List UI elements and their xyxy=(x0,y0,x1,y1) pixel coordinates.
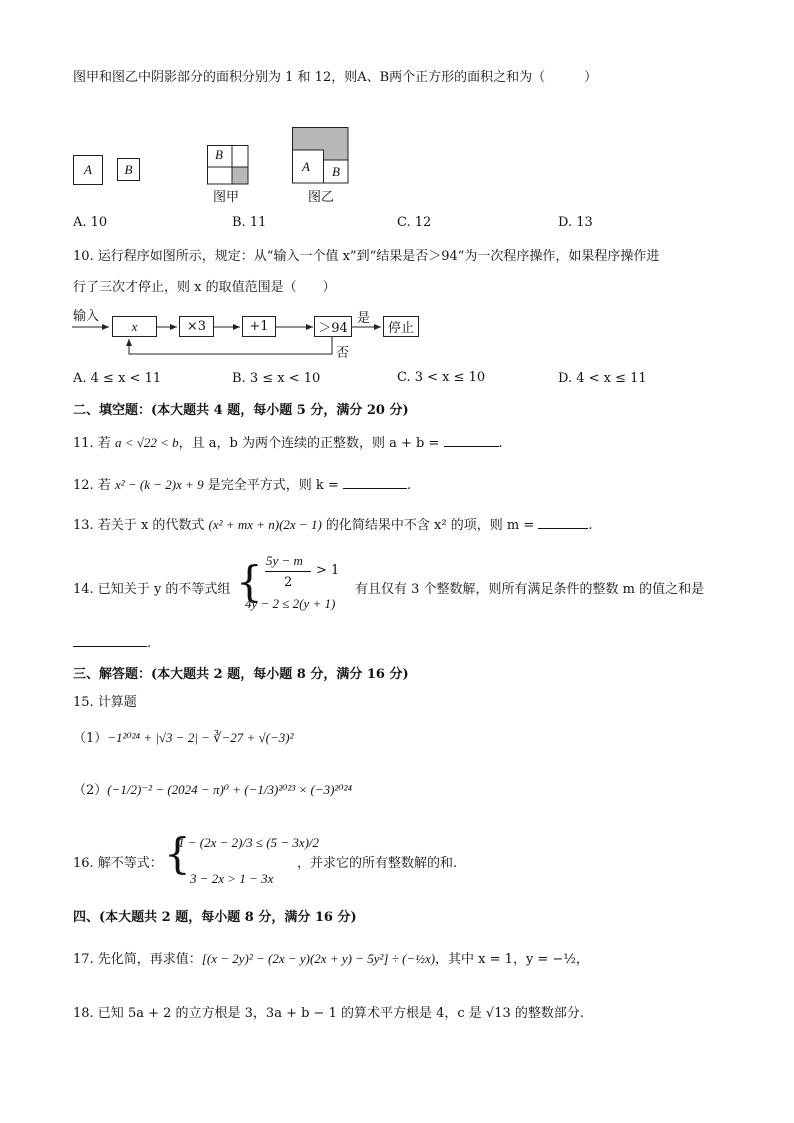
q15-part2 xyxy=(73,779,352,798)
q13 xyxy=(73,514,592,533)
q12 xyxy=(73,474,411,493)
q9-option-a: A. 10 xyxy=(73,215,108,230)
q13-end: . xyxy=(588,518,593,533)
q14-post: 有且仅有 3 个整数解，则所有满足条件的整数 m 的值之和是 xyxy=(355,582,705,597)
q15-1-expr: −1²⁰²⁴ + |√3 − 2| − ∛−27 + √(−3)² xyxy=(107,730,294,745)
q10-line1: 10. 运行程序如图所示，规定：从“输入一个值 x”到“结果是否＞94”为一次程序操作，如果程序操作进 xyxy=(73,249,660,264)
q15-2-label: （2） xyxy=(73,783,108,798)
q12-end: . xyxy=(406,478,412,493)
figure-yi xyxy=(292,127,349,184)
q9-option-b: B. 11 xyxy=(232,215,267,230)
jia-b-label: B xyxy=(215,147,223,162)
q14-answer xyxy=(73,636,151,651)
q13-mid: 的化简结果中不含 x² 的项，则 m = xyxy=(321,518,539,533)
flow-stop-box: 停止 xyxy=(383,316,419,337)
flow-no-label: 否 xyxy=(336,346,350,361)
q11-end: . xyxy=(498,436,503,451)
q14-row2: 4y − 2 ≤ 2(y + 1) xyxy=(245,596,336,611)
q12-math: x² − (k − 2)x + 9 xyxy=(114,477,204,492)
q16-post: ，并求它的所有整数解的和. xyxy=(297,856,458,871)
q16-prefix: 16. 解不等式： xyxy=(73,856,163,871)
q17-post: ，其中 x = 1，y = −½， xyxy=(435,952,589,967)
q18: 18. 已知 5a + 2 的立方根是 3，3a + b − 1 的算术平方根是 4，c 是 √13 的整数部分. xyxy=(73,1006,585,1021)
q10-option-d: D. 4 < x ≤ 11 xyxy=(558,371,647,386)
q13-answer-blank xyxy=(538,518,588,529)
q14-denominator: 2 xyxy=(284,575,293,590)
q10-option-a: A. 4 ≤ x < 11 xyxy=(73,371,162,386)
q11-mid: ，且 a，b 为两个连续的正整数，则 a + b = xyxy=(178,436,444,451)
q11-answer-blank xyxy=(444,436,499,447)
q13-prefix: 13. 若关于 x 的代数式 xyxy=(73,518,209,533)
q17 xyxy=(73,948,589,967)
flow-yes-label: 是 xyxy=(357,311,371,326)
q10-line2: 行了三次才停止，则 x 的取值范围是（ ） xyxy=(73,280,336,295)
q15-title: 15. 计算题 xyxy=(73,695,137,710)
flow-x-box: x xyxy=(112,316,157,337)
flow-plus1-box: +1 xyxy=(242,316,276,337)
yi-a-label: A xyxy=(302,159,310,174)
section-4-heading: 四、(本大题共 2 题，每小题 8 分，满分 16 分) xyxy=(73,910,357,925)
q14-numerator: 5y − m xyxy=(266,553,303,568)
q15-part1 xyxy=(73,727,293,746)
q11-prefix: 11. 若 xyxy=(73,436,115,451)
flow-times3-box: ×3 xyxy=(179,316,214,337)
yi-caption: 图乙 xyxy=(308,190,335,205)
q11 xyxy=(73,432,503,451)
q10-option-c: C. 3 < x ≤ 10 xyxy=(397,370,486,385)
q14-end: . xyxy=(147,636,152,651)
jia-caption: 图甲 xyxy=(213,190,240,205)
section-2-heading: 二、填空题：(本大题共 4 题，每小题 5 分，满分 20 分) xyxy=(73,403,409,418)
section-3-heading: 三、解答题：(本大题共 2 题，每小题 8 分，满分 16 分) xyxy=(73,667,409,682)
q14-brace: { xyxy=(236,557,263,606)
q17-expr: [(x − 2y)² − (2x − y)(2x + y) − 5y²] ÷ (−½x) xyxy=(201,951,436,966)
square-a: A xyxy=(73,155,103,185)
q17-prefix: 17. 先化简，再求值： xyxy=(73,952,202,967)
q15-1-label: （1） xyxy=(73,731,108,746)
q9-stem: 图甲和图乙中阴影部分的面积分别为 1 和 12，则A、B两个正方形的面积之和为（ ） xyxy=(73,70,598,85)
q16-brace: { xyxy=(164,829,191,878)
flow-input-label: 输入 xyxy=(73,309,100,324)
q14-prefix: 14. 已知关于 y 的不等式组 xyxy=(73,582,231,597)
figure-jia xyxy=(207,145,249,185)
q14-fraction-bar xyxy=(265,571,311,572)
square-b: B xyxy=(117,158,140,181)
q13-math: (x² + mx + n)(2x − 1) xyxy=(208,517,322,532)
q9-option-d: D. 13 xyxy=(558,215,593,230)
q12-answer-blank xyxy=(343,478,407,489)
q15-2-expr: (−1/2)⁻² − (2024 − π)⁰ + (−1/3)²⁰²³ × (−3)²⁰²⁴ xyxy=(107,782,352,797)
q16-row2: 3 − 2x > 1 − 3x xyxy=(190,871,274,886)
flow-gt94-box: ＞94 xyxy=(314,316,352,337)
q10-option-b: B. 3 ≤ x < 10 xyxy=(232,371,321,386)
q11-math: a < √22 < b xyxy=(114,435,179,450)
q14-answer-blank xyxy=(73,636,147,647)
q16-row1: 1 − (2x − 2)/3 ≤ (5 − 3x)/2 xyxy=(178,835,320,850)
q14-gt1: > 1 xyxy=(316,563,340,578)
q9-option-c: C. 12 xyxy=(397,215,432,230)
yi-b-label: B xyxy=(332,164,340,179)
q12-prefix: 12. 若 xyxy=(73,478,115,493)
q12-mid: 是完全平方式，则 k = xyxy=(203,478,343,493)
